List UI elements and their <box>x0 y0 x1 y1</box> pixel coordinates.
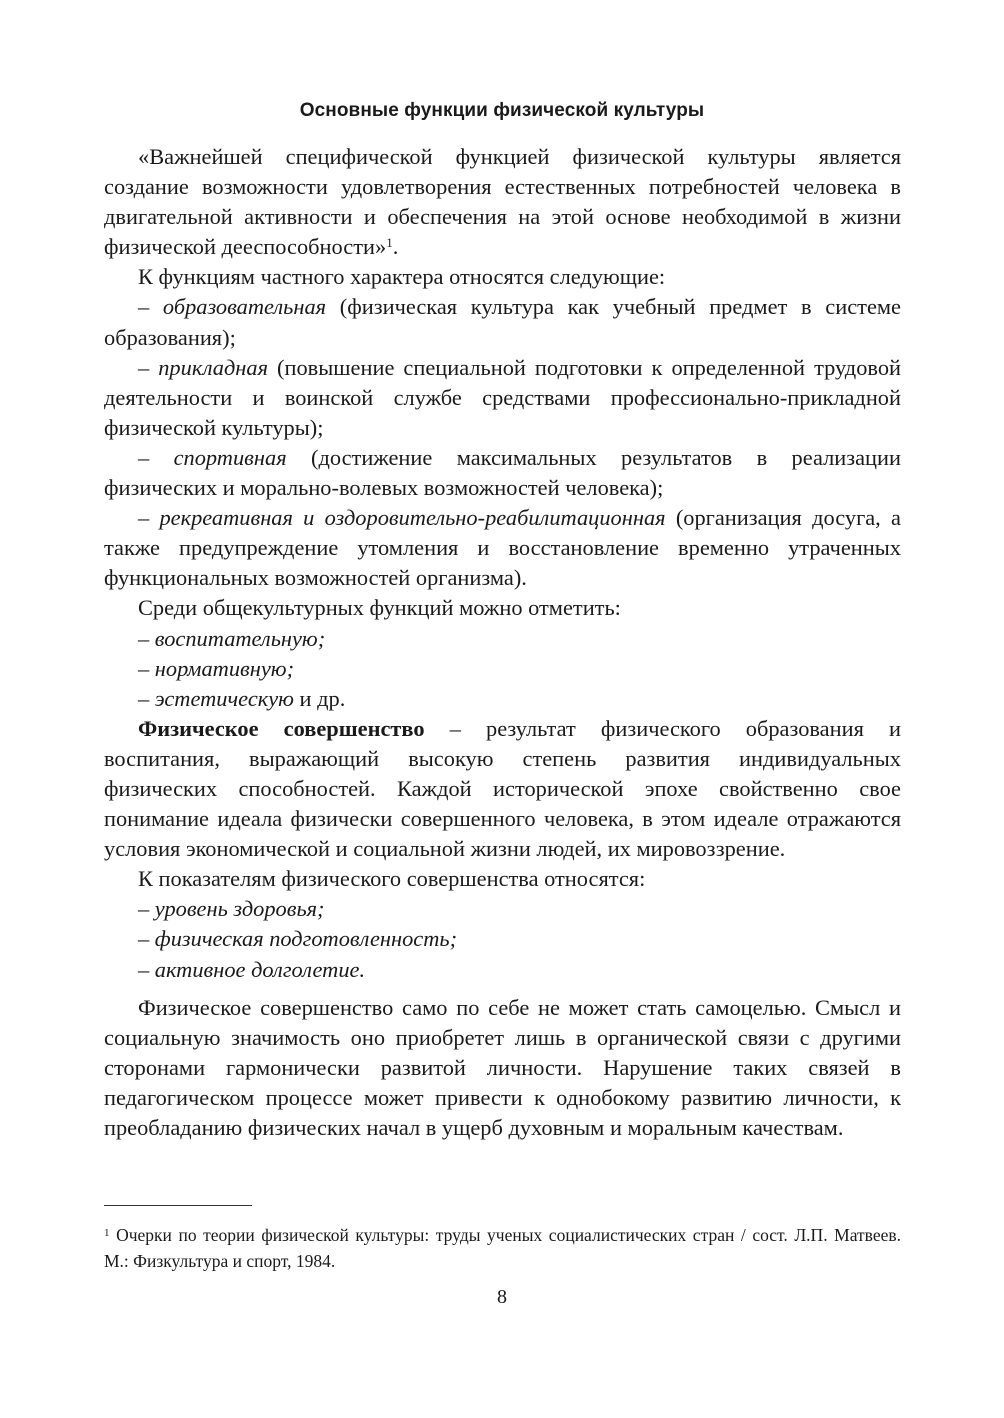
list-item-applied: – прикладная (повышение специальной подготовки к определенной трудовой деятельности и воинской службе средствами профессионально-прикладной физической культуры); <box>104 354 901 440</box>
body-text <box>104 142 901 1143</box>
list-term: уровень здоровья; <box>154 896 325 922</box>
list-term: образовательная <box>162 294 327 320</box>
list-term: прикладная <box>158 354 269 380</box>
footnote-number: 1 <box>104 1227 110 1239</box>
indicators-lead: К показателям физического совершенства относятся: <box>138 866 646 892</box>
perfection-term: Физическое совершенство <box>138 715 425 741</box>
list-item-aesthetic: – эстетическую и др. <box>138 685 346 711</box>
general-functions-lead: Среди общекультурных функций можно отметить: <box>138 595 621 621</box>
page-number: 8 <box>497 1286 507 1308</box>
intro-paragraph: «Важнейшей специфической функцией физической культуры является создание возможности удовлетворения естественных потребностей человека в двигательной активности и обеспечения на этой основе необходимой в жизни физической дееспособности»$^1$. <box>104 144 901 260</box>
list-item-sport: – спортивная (достижение максимальных результатов в реализации физических и морально-волевых возможностей человека); <box>104 444 901 501</box>
list-term: физическая подготовленность; <box>154 926 458 952</box>
perfection-paragraph: Физическое совершенство – результат физического образования и воспитания, выражающий высокую степень развития индивидуальных физических способностей. Каждой исторической эпохе свойственно свое понимание идеала физически совершенного человека, в этом идеале отражаются условия экономической и социальной жизни людей, их мировоззрение. <box>104 715 902 862</box>
footnote-reference[interactable]: 1 <box>386 235 393 251</box>
list-item-longevity: – активное долголетие. <box>138 956 366 982</box>
list-item-recreational: – рекреативная и оздоровительно-реабилитационная (организация досуга, а также предупреждение утомления и восстановление временно утраченных функциональных возможностей организма). <box>104 505 901 591</box>
list-item-normative: – нормативную; <box>138 655 295 681</box>
list-item-health: – уровень здоровья; <box>138 896 325 922</box>
list-term: активное долголетие. <box>154 956 366 982</box>
list-term: нормативную; <box>154 655 295 681</box>
list-term: воспитательную; <box>154 625 326 651</box>
section-heading: Основные функции физической культуры <box>299 100 705 121</box>
private-functions-lead: К функциям частного характера относятся следующие: <box>138 264 666 290</box>
list-term: спортивная <box>173 444 287 470</box>
intro-quote: «Важнейшей специфической функцией физической культуры является создание возможности удовлетворения естественных потребностей человека в двигательной активности и обеспечения на этой основе необходимой в жизни физической дееспособности» <box>104 144 901 260</box>
list-term: рекреативная и оздоровительно-реабилитационная <box>159 505 666 531</box>
footnote <box>104 1222 901 1274</box>
footnote-divider <box>104 1205 252 1206</box>
conclusion-paragraph: Физическое совершенство само по себе не может стать самоцелью. Смысл и социальную значимость оно приобретет лишь в органической связи с другими сторонами гармонически развитой личности. Нарушение таких связей в педагогическом процессе может привести к однобокому развитию личности, к преобладанию физических начал в ущерб духовным и моральным качествам. <box>104 994 901 1140</box>
list-term: эстетическую <box>154 685 294 711</box>
list-item-educational: – образовательная (физическая культура как учебный предмет в системе образования); <box>104 294 901 350</box>
list-item-upbringing: – воспитательную; <box>138 625 326 651</box>
footnote-text: Очерки по теории физической культуры: труды ученых социалистических стран / сост. Л.П. Матвеев. М.: Физкультура и спорт, 1984. <box>104 1225 901 1271</box>
list-item-fitness: – физическая подготовленность; <box>138 926 458 952</box>
